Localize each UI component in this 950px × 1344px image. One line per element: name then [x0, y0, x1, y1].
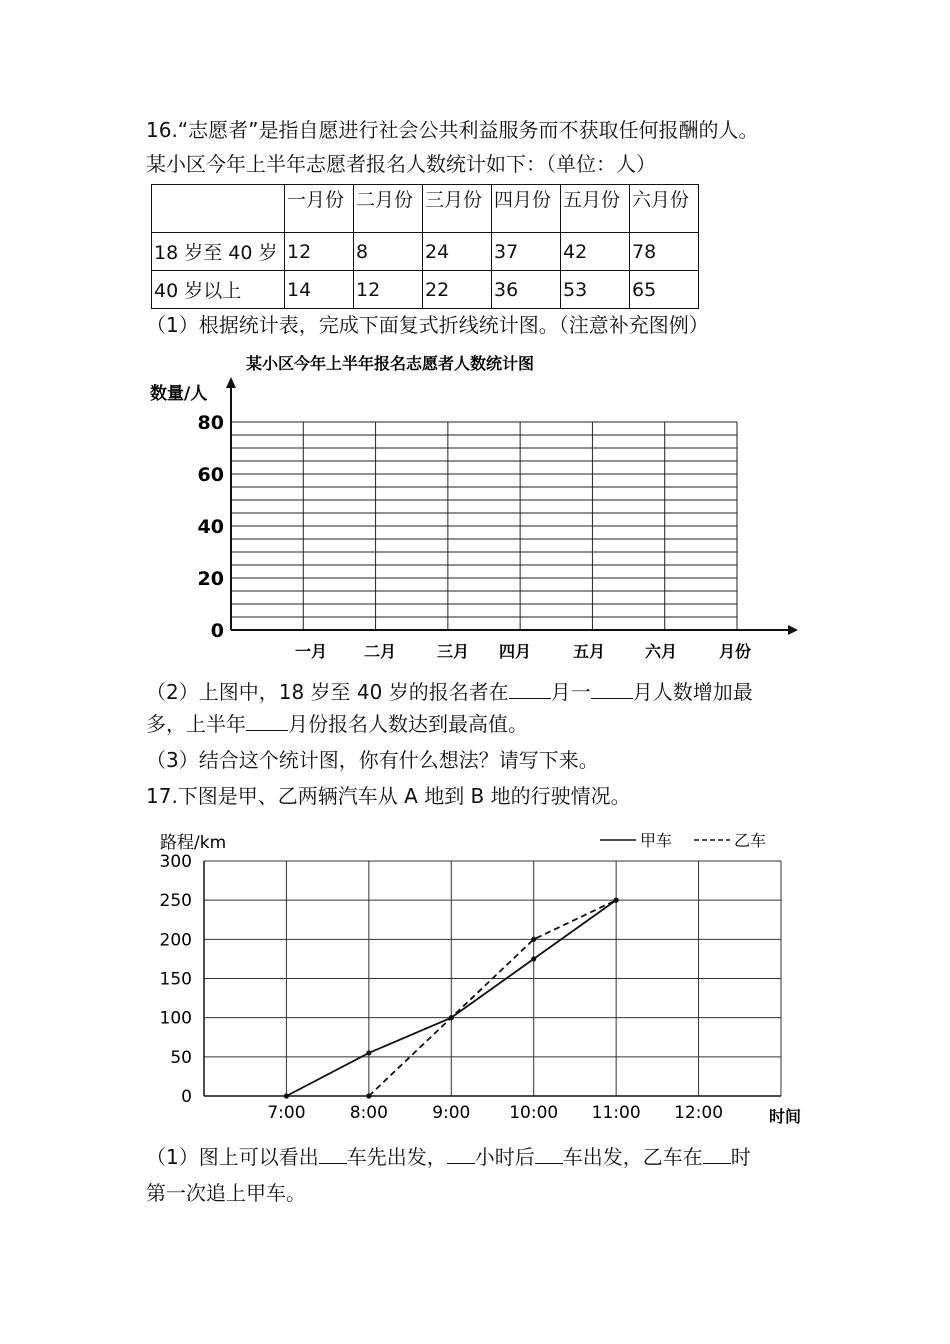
- table-cell: 22: [423, 271, 492, 309]
- y-tick-label: 100: [159, 1008, 192, 1029]
- table-row: [152, 185, 699, 233]
- table-row: [152, 233, 699, 271]
- chart-title: 某小区今年上半年报名志愿者人数统计图: [245, 354, 535, 373]
- volunteer-line-chart: [140, 345, 810, 675]
- table-header-cell: 五月份: [561, 185, 630, 233]
- q16-part2-text: 月份报名人数达到最高值。: [288, 712, 528, 736]
- tick-labels: [198, 412, 751, 661]
- data-point: [284, 1093, 289, 1098]
- table-cell: 42: [561, 233, 630, 271]
- table-cell: 53: [561, 271, 630, 309]
- table-cell: 8: [354, 233, 423, 271]
- table-cell: 14: [285, 271, 354, 309]
- q17-part1-line1: [146, 1143, 751, 1171]
- x-tick-label: 五月: [572, 642, 606, 661]
- x-tick-label: 10:00: [509, 1103, 559, 1123]
- table-header-cell: [152, 185, 285, 233]
- x-tick-label: 四月: [498, 642, 532, 661]
- table-header-cell: 一月份: [285, 185, 354, 233]
- chart-axes: [226, 377, 798, 635]
- answer-blank[interactable]: [535, 1143, 563, 1164]
- q17-line1: 17.下图是甲、乙两辆汽车从 A 地到 B 地的行驶情况。: [146, 784, 631, 808]
- q17-part1-text: 车先出发，: [346, 1145, 447, 1169]
- table-header-cell: 六月份: [630, 185, 699, 233]
- table-cell: 65: [630, 271, 699, 309]
- table-cell: 40 岁以上: [152, 271, 285, 309]
- y-axis-label: 路程/km: [160, 833, 227, 853]
- q16-part3: （3）结合这个统计图，你有什么想法？请写下来。: [146, 748, 599, 772]
- table-cell: 36: [492, 271, 561, 309]
- table-header-cell: 四月份: [492, 185, 561, 233]
- table-header-cell: 三月份: [423, 185, 492, 233]
- y-tick-label: 50: [170, 1047, 192, 1068]
- table-cell: 78: [630, 233, 699, 271]
- q17-part1-line2: 第一次追上甲车。: [146, 1181, 306, 1205]
- q17-part1-text: 时: [730, 1145, 751, 1169]
- data-point: [366, 1093, 371, 1098]
- q16-part2-text: （2）上图中，18 岁至 40 岁的报名者在: [146, 680, 509, 704]
- y-tick-label: 60: [197, 464, 224, 486]
- y-tick-label: 0: [210, 620, 224, 642]
- x-axis-arrow: [788, 625, 798, 635]
- x-axis-label: 时间: [768, 1107, 802, 1126]
- y-tick-label: 200: [159, 930, 192, 951]
- answer-blank[interactable]: [703, 1143, 731, 1164]
- series-line-yi: [369, 900, 616, 1096]
- data-point: [614, 898, 619, 903]
- q16-part2-text: 月人数增加最: [632, 680, 753, 704]
- data-point: [531, 956, 536, 961]
- x-tick-label: 二月: [363, 642, 397, 661]
- q16-part2-line2: [146, 710, 528, 738]
- answer-blank[interactable]: [319, 1143, 347, 1164]
- x-axis-label: 月份: [718, 642, 752, 661]
- legend-label: 乙车: [734, 831, 767, 850]
- x-tick-label: 三月: [436, 642, 470, 661]
- q17-part1-text: 小时后: [474, 1145, 535, 1169]
- table-cell: 18 岁至 40 岁: [152, 233, 285, 271]
- data-point: [366, 1050, 371, 1055]
- x-tick-label: 7:00: [267, 1103, 306, 1123]
- data-point: [531, 937, 536, 942]
- answer-blank[interactable]: [246, 710, 288, 731]
- answer-blank[interactable]: [509, 678, 551, 699]
- q17-part1-text: （1）图上可以看出: [146, 1145, 319, 1169]
- y-tick-label: 40: [197, 516, 224, 538]
- x-tick-label: 8:00: [349, 1103, 388, 1123]
- table-cell: 24: [423, 233, 492, 271]
- chart-grid: [231, 422, 737, 630]
- table-header-cell: 二月份: [354, 185, 423, 233]
- y-tick-label: 80: [197, 412, 224, 434]
- y-tick-label: 20: [197, 568, 224, 590]
- q16-part2-line1: [146, 678, 753, 706]
- q16-line1: 16.“志愿者”是指自愿进行社会公共利益服务而不获取任何报酬的人。: [146, 118, 759, 142]
- distance-line-chart: [140, 820, 820, 1130]
- q17-part1-text: 车出发，乙车在: [562, 1145, 703, 1169]
- y-tick-label: 250: [159, 891, 192, 912]
- answer-blank[interactable]: [447, 1143, 475, 1164]
- x-tick-label: 11:00: [591, 1103, 641, 1123]
- data-point: [449, 1015, 454, 1020]
- y-tick-label: 300: [159, 852, 192, 872]
- table-cell: 37: [492, 233, 561, 271]
- q16-part1: （1）根据统计表，完成下面复式折线统计图。（注意补充图例）: [146, 313, 709, 337]
- q16-part2-text: 多，上半年: [146, 712, 246, 736]
- x-tick-label: 12:00: [674, 1103, 724, 1123]
- table-cell: 12: [354, 271, 423, 309]
- y-axis-label: 数量/人: [150, 384, 208, 404]
- y-axis-arrow: [226, 377, 236, 388]
- q16-line2: 某小区今年上半年志愿者报名人数统计如下：（单位：人）: [146, 152, 656, 176]
- table-row: [152, 271, 699, 309]
- answer-blank[interactable]: [591, 678, 633, 699]
- q16-part2-text: 月一: [550, 680, 591, 704]
- x-tick-label: 一月: [294, 642, 328, 661]
- legend-label: 甲车: [640, 831, 673, 850]
- x-tick-label: 9:00: [432, 1103, 471, 1123]
- x-tick-label: 六月: [644, 642, 678, 661]
- chart-legend: [600, 831, 766, 850]
- table-cell: 12: [285, 233, 354, 271]
- stats-table: [151, 184, 699, 309]
- y-tick-label: 150: [159, 969, 192, 990]
- y-tick-label: 0: [181, 1087, 192, 1107]
